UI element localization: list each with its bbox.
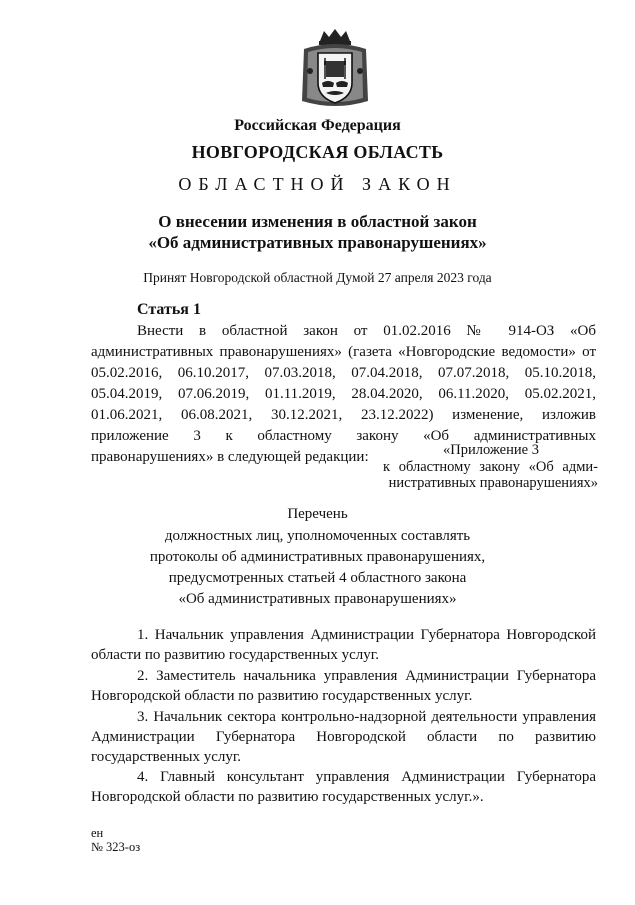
list-subtitle-line: протоколы об административных правонарушениях, bbox=[149, 549, 486, 565]
list-subtitle-line: должностных лиц, уполномоченных составлять bbox=[164, 528, 471, 544]
list-item: 1. Начальник управления Администрации Губернатора Новгородской области по развитию государственных услуг. bbox=[91, 627, 596, 663]
law-title-line: О внесении изменения в областной закон bbox=[158, 212, 477, 231]
novgorod-coat-of-arms-icon bbox=[298, 27, 372, 109]
law-title-line: «Об административных правонарушениях» bbox=[148, 233, 487, 252]
law-title bbox=[0, 211, 635, 253]
appendix-reference bbox=[383, 442, 598, 492]
appendix-reference-line: нистративных правонарушениях» bbox=[388, 475, 598, 491]
list-item: 3. Начальник сектора контрольно-надзорной деятельности управления Администрации Губернатора Новгородской области по развитию государственных услуг. bbox=[91, 709, 596, 765]
appendix-reference-line: к областному закону «Об адми- bbox=[383, 458, 598, 475]
adoption-note: Принят Новгородской областной Думой 27 апреля 2023 года bbox=[143, 270, 492, 285]
document-footer bbox=[91, 826, 140, 854]
appendix-reference-line: «Приложение 3 bbox=[443, 442, 539, 458]
list-subtitle-line: «Об административных правонарушениях» bbox=[178, 591, 457, 607]
list-subtitle-line: предусмотренных статьей 4 областного закона bbox=[168, 570, 467, 586]
law-type-heading: ОБЛАСТНОЙ ЗАКОН bbox=[178, 174, 457, 194]
list-title: Перечень bbox=[287, 506, 348, 522]
region-heading: НОВГОРОДСКАЯ ОБЛАСТЬ bbox=[191, 142, 444, 162]
footer-initials: ен bbox=[91, 826, 104, 840]
list-item: 2. Заместитель начальника управления Администрации Губернатора Новгородской области по развитию государственных услуг. bbox=[91, 668, 596, 704]
article-heading: Статья 1 bbox=[137, 301, 201, 318]
footer-law-number: № 323-оз bbox=[91, 840, 141, 854]
list-subtitle bbox=[0, 526, 635, 610]
article-paragraph: Внести в областной закон от 01.02.2016 № 914-ОЗ «Об административных правонарушениях» (газета «Новгородские ведомости» от 05.02.2016, 06.10.2017, 07.03.2018, 07.04.2018, 07.07.2018, 05.10.2018, 05.04.2019, 07.06.2019, 01.11.2019, 28.04.2020, 06.11.2020, 05.02.2021, 01.06.2021, 06.08.2021, 30.12.2021, 23.12.2022) изменение, изложив приложение 3 к областному закону «Об административных правонарушениях» в следующей редакции: bbox=[91, 323, 596, 465]
federation-heading: Российская Федерация bbox=[234, 117, 401, 134]
list-item: 4. Главный консультант управления Администрации Губернатора Новгородской области по развитию государственных услуг.». bbox=[91, 769, 596, 805]
